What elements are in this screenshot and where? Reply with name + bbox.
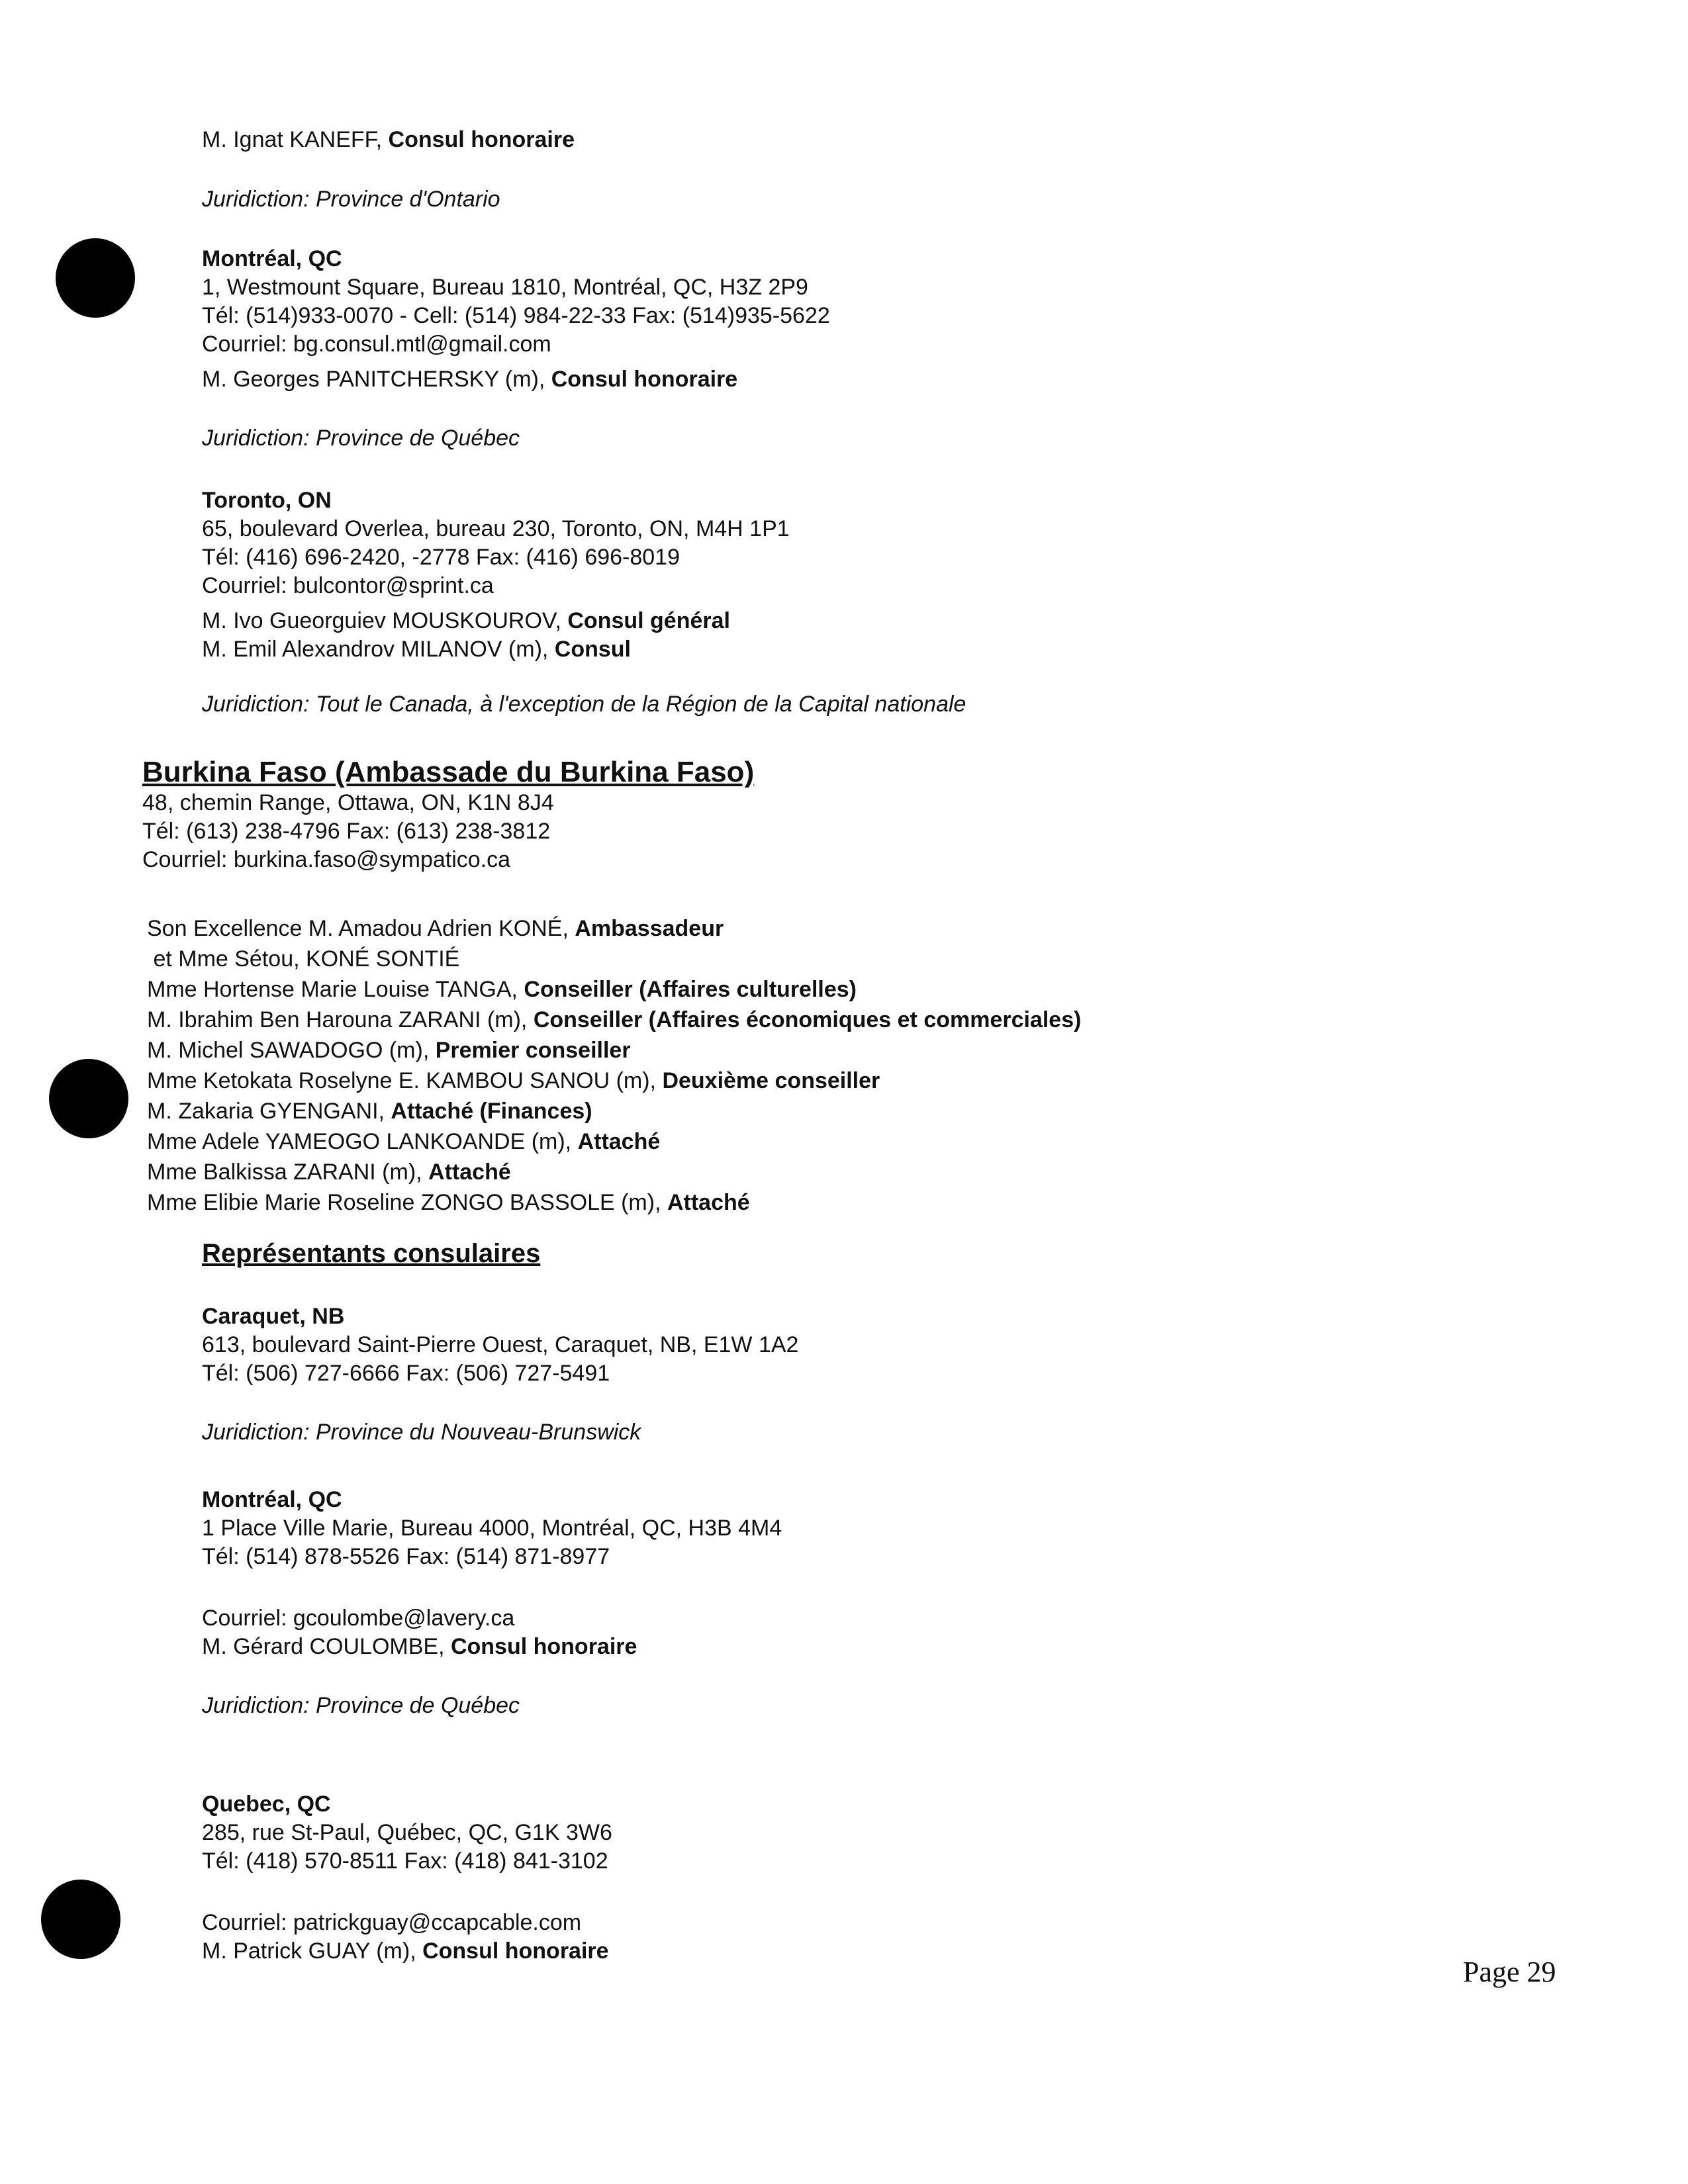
jurisdiction-text: Juridiction: Province d'Ontario	[202, 187, 500, 212]
staff-name: et Mme Sétou, KONÉ SONTIÉ	[147, 946, 460, 972]
staff-title: Conseiller (Affaires économiques et commerciales)	[533, 1007, 1082, 1032]
staff-name: Mme Elibie Marie Roseline ZONGO BASSOLE (m),	[147, 1190, 667, 1215]
phone: Tél: (506) 727-6666 Fax: (506) 727-5491	[202, 1361, 610, 1386]
staff-name: M. Ibrahim Ben Harouna ZARANI (m),	[147, 1007, 534, 1032]
staff-row	[147, 1157, 1081, 1187]
staff-name: Son Excellence M. Amadou Adrien KONÉ,	[147, 916, 575, 941]
staff-name: Mme Ketokata Roselyne E. KAMBOU SANOU (m),	[147, 1068, 663, 1093]
address: 1 Place Ville Marie, Bureau 4000, Montréal, QC, H3B 4M4	[202, 1516, 782, 1541]
consulate-toronto	[202, 486, 966, 719]
jurisdiction-text: Juridiction: Tout le Canada, à l'exception de la Région de la Capital nationale	[202, 692, 966, 717]
person-name: M. Ignat KANEFF,	[202, 127, 389, 152]
person-title: Consul honoraire	[551, 367, 738, 392]
phone: Tél: (613) 238-4796 Fax: (613) 238-3812	[142, 819, 551, 844]
page-number: Page 29	[1463, 1956, 1556, 1988]
city-heading: Montréal, QC	[202, 1487, 342, 1512]
city-heading: Montréal, QC	[202, 246, 342, 271]
jurisdiction-ontario	[202, 185, 500, 214]
staff-row	[147, 1066, 1081, 1096]
embassy-staff-list	[147, 913, 1081, 1218]
staff-row	[147, 1035, 1081, 1066]
phone: Tél: (418) 570-8511 Fax: (418) 841-3102	[202, 1848, 608, 1874]
staff-name: Mme Balkissa ZARANI (m),	[147, 1160, 429, 1185]
person-title: Consul	[554, 637, 631, 662]
staff-title: Conseiller (Affaires culturelles)	[524, 977, 857, 1002]
staff-title: Attaché	[577, 1129, 661, 1154]
jurisdiction-text: Juridiction: Province de Québec	[202, 1693, 520, 1718]
address: 1, Westmount Square, Bureau 1810, Montréal, QC, H3Z 2P9	[202, 275, 808, 300]
person-line	[202, 365, 830, 394]
address: 65, boulevard Overlea, bureau 230, Toronto, ON, M4H 1P1	[202, 516, 790, 541]
email: Courriel: patrickguay@ccapcable.com	[202, 1910, 582, 1935]
person-line	[202, 607, 966, 635]
jurisdiction-text: Juridiction: Province de Québec	[202, 426, 520, 451]
consulate-montreal-2	[202, 1486, 782, 1720]
person-title: Consul général	[567, 608, 730, 633]
address: 48, chemin Range, Ottawa, ON, K1N 8J4	[142, 790, 554, 815]
section-heading: Représentants consulaires	[202, 1239, 541, 1268]
staff-row	[147, 1126, 1081, 1157]
punch-hole-top	[56, 238, 135, 318]
staff-title: Attaché (Finances)	[391, 1099, 592, 1124]
city-heading: Caraquet, NB	[202, 1304, 345, 1329]
staff-title: Attaché	[667, 1190, 750, 1215]
email: Courriel: bg.consul.mtl@gmail.com	[202, 332, 551, 357]
staff-title: Attaché	[428, 1160, 511, 1185]
jurisdiction-text: Juridiction: Province du Nouveau-Brunswick	[202, 1420, 641, 1445]
address: 613, boulevard Saint-Pierre Ouest, Caraquet, NB, E1W 1A2	[202, 1332, 799, 1357]
staff-title: Premier conseiller	[435, 1038, 631, 1063]
city-heading: Toronto, ON	[202, 488, 332, 513]
email: Courriel: gcoulombe@lavery.ca	[202, 1606, 515, 1631]
staff-name: Mme Adele YAMEOGO LANKOANDE (m),	[147, 1129, 578, 1154]
staff-title: Deuxième conseiller	[662, 1068, 880, 1093]
person-title: Consul honoraire	[388, 127, 575, 152]
staff-name: M. Zakaria GYENGANI,	[147, 1099, 391, 1124]
person-name: M. Gérard COULOMBE,	[202, 1634, 451, 1659]
staff-row	[147, 1187, 1081, 1218]
person-title: Consul honoraire	[422, 1938, 609, 1964]
email: Courriel: bulcontor@sprint.ca	[202, 573, 494, 598]
phone: Tél: (514) 878-5526 Fax: (514) 871-8977	[202, 1544, 610, 1569]
phone: Tél: (416) 696-2420, -2778 Fax: (416) 696-8019	[202, 545, 680, 570]
person-line	[202, 1633, 782, 1661]
staff-row	[147, 913, 1081, 944]
person-line	[202, 635, 966, 664]
country-heading: Burkina Faso (Ambassade du Burkina Faso)	[142, 756, 755, 788]
person-name: M. Patrick GUAY (m),	[202, 1938, 423, 1964]
staff-title: Ambassadeur	[575, 916, 724, 941]
staff-row	[147, 1005, 1081, 1035]
person-title: Consul honoraire	[450, 1634, 637, 1659]
address: 285, rue St-Paul, Québec, QC, G1K 3W6	[202, 1820, 612, 1845]
punch-hole-bottom	[41, 1880, 120, 1959]
person-line	[202, 1937, 612, 1966]
person-name: M. Emil Alexandrov MILANOV (m),	[202, 637, 555, 662]
staff-row	[147, 944, 1081, 974]
consular-section	[202, 1238, 540, 1269]
consulate-montreal-1	[202, 245, 830, 453]
consulate-quebec	[202, 1790, 612, 1966]
staff-name: M. Michel SAWADOGO (m),	[147, 1038, 436, 1063]
staff-row	[147, 974, 1081, 1005]
consulate-caraquet	[202, 1302, 798, 1447]
email: Courriel: burkina.faso@sympatico.ca	[142, 847, 511, 872]
phone: Tél: (514)933-0070 - Cell: (514) 984-22-33 Fax: (514)935-5622	[202, 303, 830, 328]
staff-name: Mme Hortense Marie Louise TANGA,	[147, 977, 524, 1002]
kaneff-entry	[202, 126, 575, 154]
burkina-embassy	[142, 756, 754, 874]
person-name: M. Ivo Gueorguiev MOUSKOUROV,	[202, 608, 568, 633]
city-heading: Quebec, QC	[202, 1792, 331, 1817]
punch-hole-middle	[49, 1059, 128, 1138]
staff-row	[147, 1096, 1081, 1126]
person-name: M. Georges PANITCHERSKY (m),	[202, 367, 551, 392]
person-line	[202, 126, 575, 154]
